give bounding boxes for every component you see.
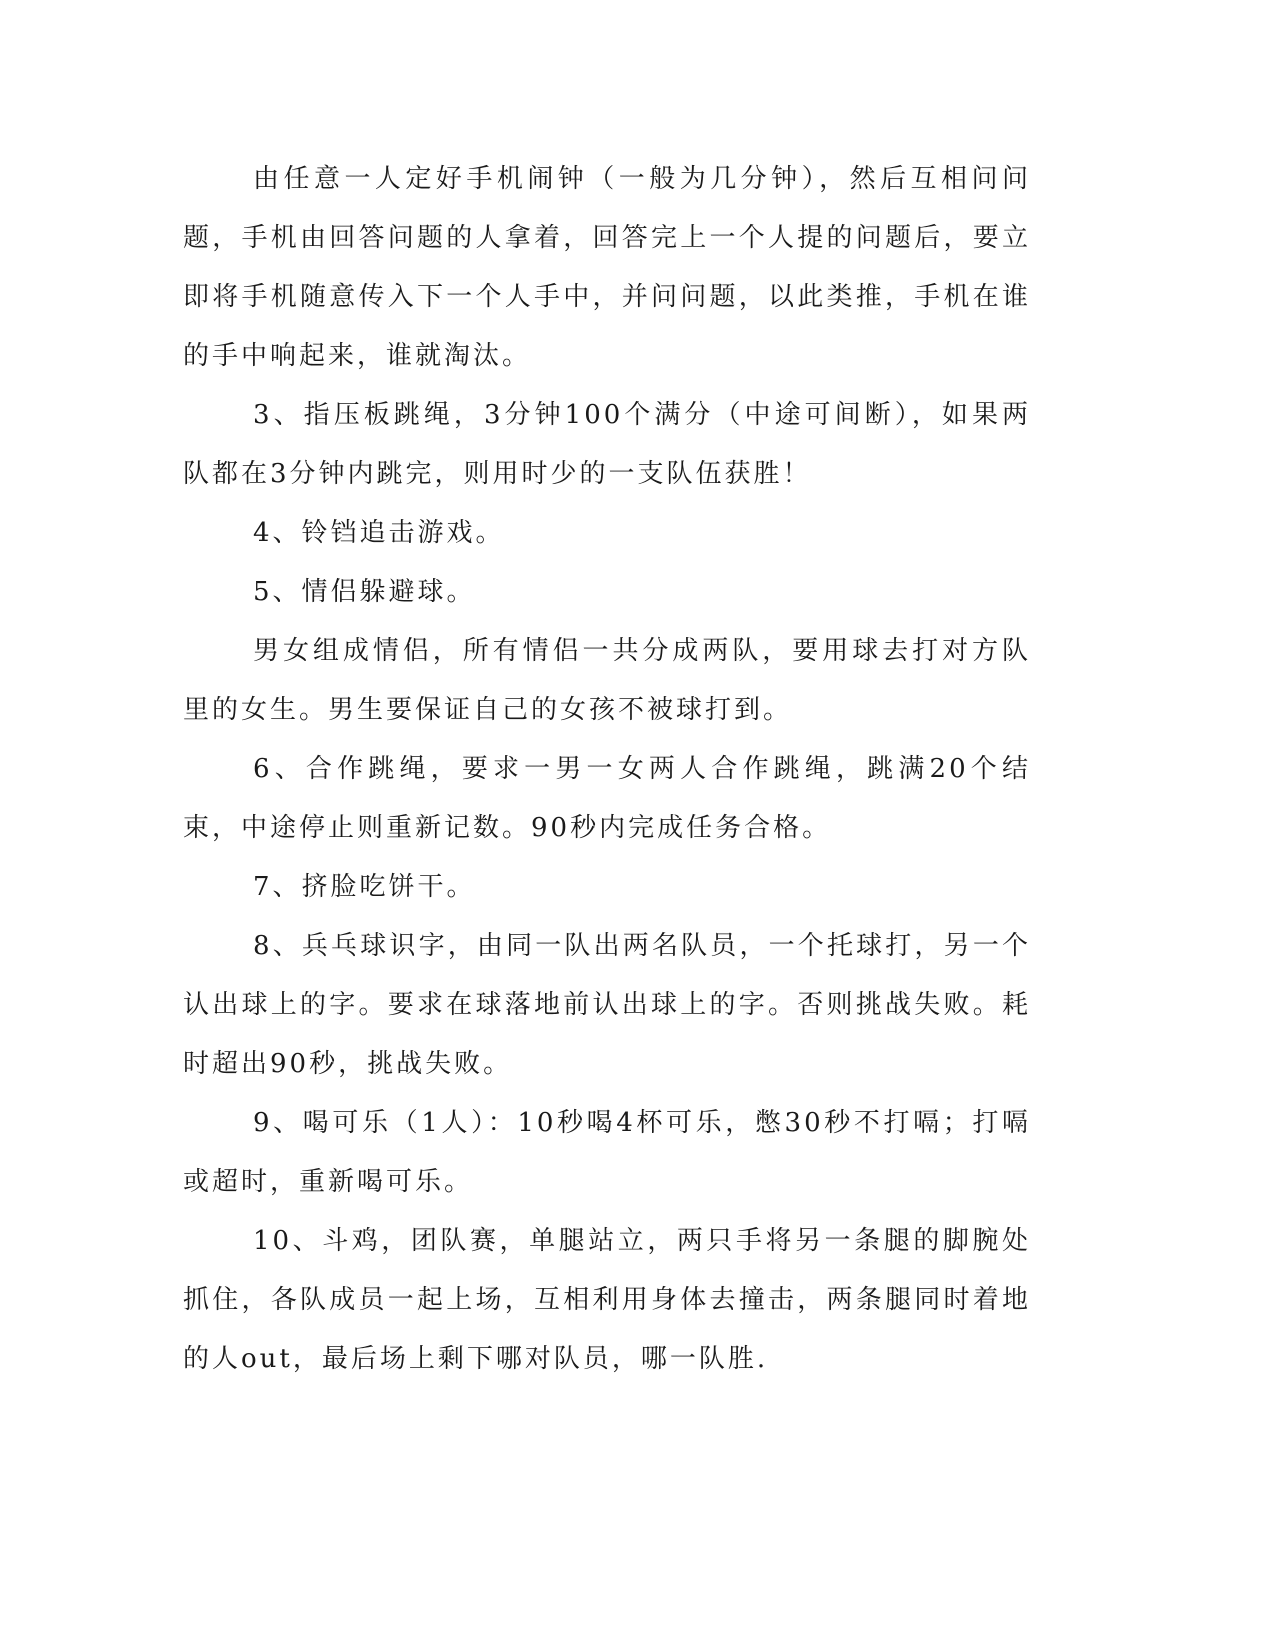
paragraph-item-7: 7、挤脸吃饼干。 bbox=[253, 872, 476, 902]
paragraph-item-6: 6、合作跳绳，要求一男一女两人合作跳绳，跳满20个结束，中途停止则重新记数。90秒内完成任务合格。 bbox=[183, 754, 1031, 843]
paragraph-item-4: 4、铃铛追击游戏。 bbox=[253, 518, 505, 548]
paragraph-item-8: 8、兵乓球识字，由同一队出两名队员，一个托球打，另一个认出球上的字。要求在球落地前认出球上的字。否则挑战失败。耗时超出90秒，挑战失败。 bbox=[183, 931, 1031, 1079]
paragraph-item-5-detail: 男女组成情侣，所有情侣一共分成两队，要用球去打对方队里的女生。男生要保证自己的女孩不被球打到。 bbox=[183, 636, 1031, 725]
paragraph-item-3: 3、指压板跳绳，3分钟100个满分（中途可间断），如果两队都在3分钟内跳完，则用时少的一支队伍获胜！ bbox=[183, 400, 1031, 489]
document-body bbox=[183, 150, 1031, 1389]
paragraph-item-5: 5、情侣躲避球。 bbox=[253, 577, 476, 607]
paragraph-phone-alarm-game: 由任意一人定好手机闹钟（一般为几分钟），然后互相问问题，手机由回答问题的人拿着，回答完上一个人提的问题后，要立即将手机随意传入下一个人手中，并问问题，以此类推，手机在谁的手中响起来，谁就淘汰。 bbox=[183, 164, 1031, 371]
paragraph-item-10: 10、斗鸡，团队赛，单腿站立，两只手将另一条腿的脚腕处抓住，各队成员一起上场，互相利用身体去撞击，两条腿同时着地的人out，最后场上剩下哪对队员，哪一队胜. bbox=[183, 1226, 1031, 1374]
paragraph-item-9: 9、喝可乐（1人）：10秒喝4杯可乐，憋30秒不打嗝；打嗝或超时，重新喝可乐。 bbox=[183, 1108, 1031, 1197]
